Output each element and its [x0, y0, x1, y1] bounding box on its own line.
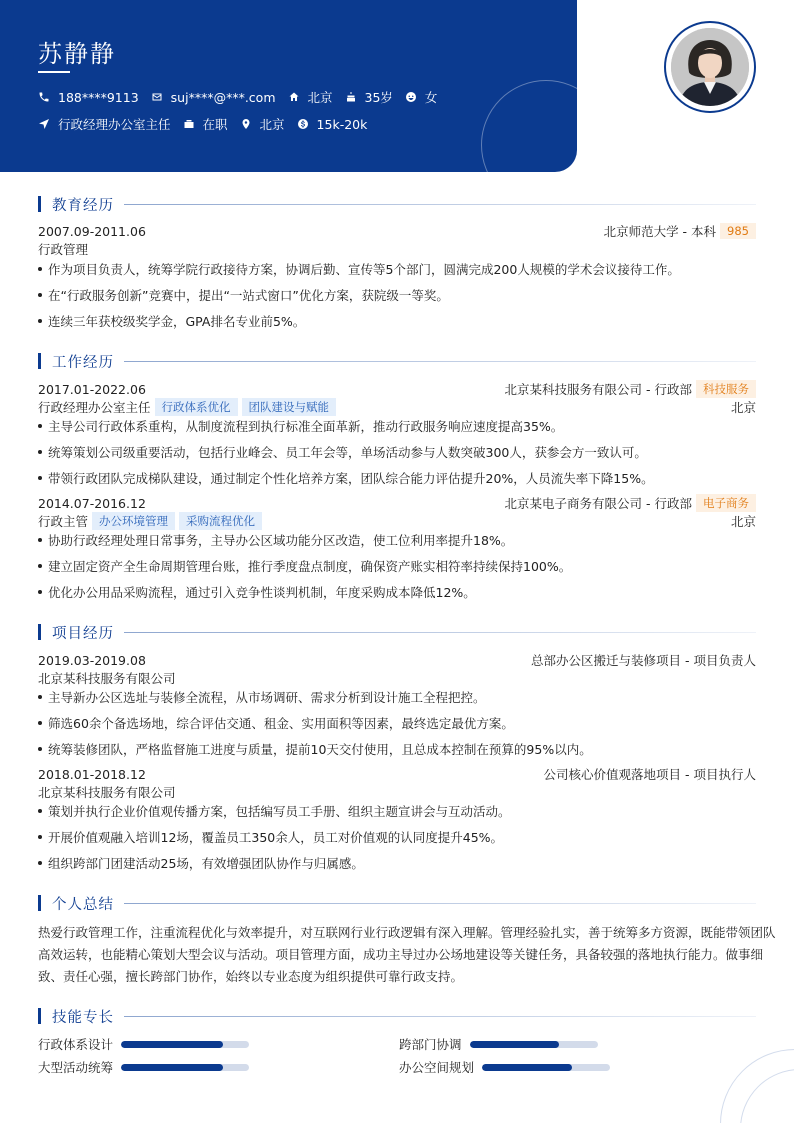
- summary-line: 高效运转，也能精心策划大型会议与活动。项目管理方面，成功主导过办公场地建设等关键任务，具备较强的落地执行能力。做事细: [38, 947, 764, 962]
- project-company: 北京某科技服务有限公司: [38, 785, 176, 800]
- section-education-title: [38, 195, 756, 213]
- bullet-dot: [38, 450, 42, 454]
- bullet-dot: [38, 267, 42, 271]
- target-city-item: [240, 115, 285, 133]
- work-title-group: [38, 398, 336, 416]
- section-title-text: 项目经历: [52, 625, 114, 642]
- job-status-text: 在职: [202, 117, 228, 132]
- salary-text: 15k-20k: [316, 116, 368, 132]
- phone-item: [38, 90, 139, 105]
- header-banner: [0, 0, 577, 172]
- bullet-dot: [38, 538, 42, 542]
- list-item: 统筹装修团队，严格监督施工进度与质量，提前10天交付使用，且总成本控制在预算的95%以内。: [38, 741, 756, 759]
- summary-line: 热爱行政管理工作，注重流程优化与效率提升，对互联网行业行政逻辑有深入理解。管理经验扎实，善于统筹多方资源，既能带领团队: [38, 925, 776, 940]
- project-name-role: 公司核心价值观落地项目 - 项目执行人: [543, 767, 756, 782]
- list-item: 协助行政经理处理日常事务，主导办公区域功能分区改造，使工位利用率提升18%。: [38, 532, 756, 550]
- work-period: 2017.01-2022.06: [38, 381, 146, 397]
- contact-info-row: [38, 88, 449, 106]
- hometown-item: [288, 88, 333, 106]
- list-item: 主导公司行政体系重构，从制度流程到执行标准全面革新，推动行政服务响应速度提高35%。: [38, 418, 756, 436]
- avatar-frame: [664, 21, 756, 113]
- hometown-text: 北京: [307, 90, 333, 105]
- work-title-group: [38, 512, 262, 530]
- school-tier-badge: 985: [720, 223, 756, 239]
- section-bar: [38, 624, 41, 640]
- section-title-text: 技能专长: [52, 1009, 114, 1026]
- bullet-dot: [38, 695, 42, 699]
- skill-item: [399, 1035, 598, 1053]
- section-project-title: [38, 623, 756, 641]
- section-divider: [124, 1016, 756, 1017]
- home-icon: [288, 91, 300, 103]
- skill-level-fill: [482, 1064, 572, 1071]
- age-item: [345, 88, 393, 106]
- bullet-dot: [38, 747, 42, 751]
- work-location: 北京: [730, 400, 756, 415]
- education-school: 北京师范大学 - 本科: [603, 224, 717, 239]
- education-period: 2007.09-2011.06: [38, 223, 146, 239]
- education-school-group: [604, 222, 756, 240]
- project-company-row: [38, 783, 756, 801]
- section-bar: [38, 353, 41, 369]
- work-company: 北京某科技服务有限公司 - 行政部: [504, 382, 692, 397]
- industry-badge: 科技服务: [696, 380, 756, 398]
- bullet-dot: [38, 721, 42, 725]
- section-divider: [124, 361, 756, 362]
- work-company: 北京某电子商务有限公司 - 行政部: [504, 496, 692, 511]
- section-divider: [124, 632, 756, 633]
- gender-item: [405, 88, 438, 106]
- bullet-dot: [38, 476, 42, 480]
- project-period: 2018.01-2018.12: [38, 766, 146, 782]
- education-header-row: [38, 222, 756, 240]
- name-underline: [38, 71, 70, 73]
- education-major: 行政管理: [38, 242, 89, 257]
- section-skills-title: [38, 1007, 756, 1025]
- summary-line: 致、责任心强，擅长跨部门协作，始终以专业态度为组织提供可靠行政支持。: [38, 969, 464, 984]
- project-name-role: 总部办公区搬迁与装修项目 - 项目负责人: [531, 653, 756, 668]
- skill-tag: 团队建设与赋能: [242, 398, 337, 416]
- project-company-row: [38, 669, 756, 687]
- skill-level-bar: [121, 1064, 249, 1071]
- skill-level-fill: [121, 1064, 223, 1071]
- avatar: [671, 28, 749, 106]
- industry-badge: 电子商务: [696, 494, 756, 512]
- bullet-dot: [38, 293, 42, 297]
- age-text: 35岁: [364, 90, 393, 105]
- skill-tag: 采购流程优化: [179, 512, 262, 530]
- job-status-item: [183, 115, 228, 133]
- list-item: 统筹策划公司级重要活动，包括行业峰会、员工年会等，单场活动参与人数突破300人，获参会方一致认可。: [38, 444, 756, 462]
- bullet-dot: [38, 809, 42, 813]
- bullet-dot: [38, 861, 42, 865]
- skill-item: [399, 1058, 610, 1076]
- list-item: 策划并执行企业价值观传播方案，包括编写员工手册、组织主题宣讲会与互动活动。: [38, 803, 756, 821]
- list-item: 组织跨部门团建活动25场，有效增强团队协作与归属感。: [38, 855, 756, 873]
- section-title-text: 教育经历: [52, 197, 114, 214]
- skill-tag: 办公环境管理: [92, 512, 175, 530]
- list-item: 优化办公用品采购流程，通过引入竞争性谈判机制，年度采购成本降低12%。: [38, 584, 756, 602]
- section-divider: [124, 903, 756, 904]
- skill-level-fill: [121, 1041, 223, 1048]
- work-title-row: [38, 398, 756, 416]
- section-summary-title: [38, 894, 756, 912]
- target-city-text: 北京: [259, 117, 285, 132]
- work-location: 北京: [730, 514, 756, 529]
- gender-icon: [405, 91, 417, 103]
- skill-tag: 行政体系优化: [155, 398, 238, 416]
- bullet-dot: [38, 590, 42, 594]
- header-decoration-circle: [481, 80, 577, 172]
- job-info-row: [38, 115, 379, 133]
- avatar-photo: [671, 28, 749, 106]
- skill-name: 跨部门协调: [399, 1037, 462, 1052]
- phone-text: 188****9113: [58, 89, 139, 105]
- work-title-row: [38, 512, 756, 530]
- section-bar: [38, 196, 41, 212]
- skill-item: [38, 1058, 249, 1076]
- skill-level-bar: [482, 1064, 610, 1071]
- skill-item: [38, 1035, 249, 1053]
- list-item: 筛选60余个备选场地，综合评估交通、租金、实用面积等因素，最终选定最优方案。: [38, 715, 756, 733]
- list-item: 开展价值观融入培训12场，覆盖员工350余人，员工对价值观的认同度提升45%。: [38, 829, 756, 847]
- location-pin-icon: [240, 118, 252, 130]
- section-bar: [38, 895, 41, 911]
- project-period: 2019.03-2019.08: [38, 652, 146, 668]
- status-icon: [183, 118, 195, 130]
- section-title-text: 个人总结: [52, 896, 114, 913]
- salary-icon: [297, 118, 309, 130]
- work-period: 2014.07-2016.12: [38, 495, 146, 511]
- list-item: 主导新办公区选址与装修全流程，从市场调研、需求分析到设计施工全程把控。: [38, 689, 756, 707]
- summary-text: [38, 922, 776, 988]
- section-work-title: [38, 352, 756, 370]
- skill-level-fill: [470, 1041, 560, 1048]
- candidate-name: 苏静静: [38, 40, 116, 68]
- list-item: 作为项目负责人，统筹学院行政接待方案，协调后勤、宣传等5个部门，圆满完成200人规模的学术会议接待工作。: [38, 261, 756, 279]
- email-text: suj****@***.com: [170, 89, 276, 105]
- skill-name: 行政体系设计: [38, 1037, 114, 1052]
- section-divider: [124, 204, 756, 205]
- bullet-dot: [38, 835, 42, 839]
- list-item: 在“行政服务创新”竞赛中，提出“一站式窗口”优化方案，获院级一等奖。: [38, 287, 756, 305]
- gender-text: 女: [424, 90, 438, 105]
- skill-level-bar: [470, 1041, 598, 1048]
- section-title-text: 工作经历: [52, 354, 114, 371]
- work-header-row: [38, 494, 756, 512]
- work-company-group: [505, 494, 756, 512]
- mail-icon: [151, 91, 163, 103]
- target-position-item: [38, 115, 171, 133]
- list-item: 连续三年获校级奖学金，GPA排名专业前5%。: [38, 313, 756, 331]
- project-header-row: [38, 651, 756, 669]
- list-item: 建立固定资产全生命周期管理台账，推行季度盘点制度，确保资产账实相符率持续保持100%。: [38, 558, 756, 576]
- work-company-group: [505, 380, 756, 398]
- work-title: 行政经理办公室主任: [38, 400, 151, 415]
- send-icon: [38, 118, 50, 130]
- bullet-dot: [38, 319, 42, 323]
- phone-icon: [38, 91, 50, 103]
- list-item: 带领行政团队完成梯队建设，通过制定个性化培养方案，团队综合能力评估提升20%，人员流失率下降15%。: [38, 470, 756, 488]
- skill-name: 办公空间规划: [399, 1060, 475, 1075]
- section-bar: [38, 1008, 41, 1024]
- education-major-row: [38, 240, 756, 258]
- target-position-text: 行政经理办公室主任: [58, 117, 171, 132]
- salary-item: [297, 117, 368, 132]
- cake-icon: [345, 91, 357, 103]
- skill-level-bar: [121, 1041, 249, 1048]
- project-header-row: [38, 765, 756, 783]
- work-header-row: [38, 380, 756, 398]
- bullet-dot: [38, 424, 42, 428]
- work-title: 行政主管: [38, 514, 89, 529]
- skill-name: 大型活动统筹: [38, 1060, 114, 1075]
- bullet-dot: [38, 564, 42, 568]
- project-company: 北京某科技服务有限公司: [38, 671, 176, 686]
- email-item: [151, 90, 276, 105]
